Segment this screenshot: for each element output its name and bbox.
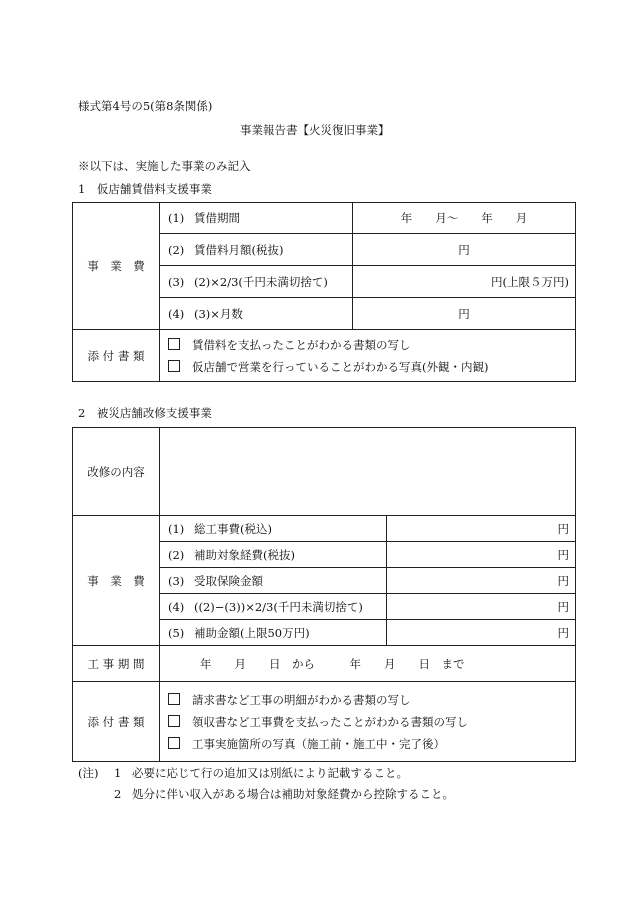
table-row bbox=[73, 682, 576, 762]
section2-table bbox=[72, 427, 576, 762]
row-label: (4) ((2)−(3))×2/3(千円未満切捨て) bbox=[160, 594, 387, 620]
section1-table bbox=[72, 202, 576, 382]
table-row bbox=[73, 330, 576, 382]
table-row bbox=[73, 428, 576, 516]
attachment-item: 賃借料を支払ったことがわかる書類の写し bbox=[192, 337, 411, 352]
insurance-amount-field[interactable]: 円 bbox=[387, 568, 576, 594]
row-label: (2) 賃借料月額(税抜) bbox=[160, 234, 353, 266]
checkbox[interactable] bbox=[168, 715, 180, 727]
rental-period-field[interactable]: 年 月～ 年 月 bbox=[353, 203, 576, 234]
note-item: 1 必要に応じて行の追加又は別紙により記載すること。 bbox=[114, 766, 408, 780]
attachment-item: 工事実施箇所の写真（施工前・施工中・完了後） bbox=[192, 736, 445, 751]
attachment-item: 仮店舗で営業を行っていることがわかる写真(外観・内観) bbox=[192, 359, 489, 374]
construction-period-field[interactable]: 年 月 日 から 年 月 日 まで bbox=[160, 646, 576, 682]
table-row bbox=[73, 646, 576, 682]
attachments-label: 添 付 書 類 bbox=[73, 330, 160, 382]
row-label: (4) (3)×月数 bbox=[160, 298, 353, 330]
table-row bbox=[73, 516, 576, 542]
form-number: 様式第4号の5(第8条関係) bbox=[78, 99, 213, 113]
calculated-amount-field[interactable]: 円 bbox=[387, 594, 576, 620]
checkbox[interactable] bbox=[168, 693, 180, 705]
attachment-item: 領収書など工事費を支払ったことがわかる書類の写し bbox=[192, 714, 468, 729]
checkbox[interactable] bbox=[168, 737, 180, 749]
cost-label: 事 業 費 bbox=[73, 516, 160, 646]
row-label: (1) 総工事費(税込) bbox=[160, 516, 387, 542]
subsidy-amount-field[interactable]: 円 bbox=[387, 620, 576, 646]
checkbox[interactable] bbox=[168, 338, 180, 350]
cost-label: 事 業 費 bbox=[73, 203, 160, 330]
document-title: 事業報告書【火災復旧事業】 bbox=[240, 123, 390, 137]
row-label: (2) 補助対象経費(税抜) bbox=[160, 542, 387, 568]
attachment-item: 請求書など工事の明細がわかる書類の写し bbox=[192, 692, 411, 707]
checkbox[interactable] bbox=[168, 360, 180, 372]
table-row bbox=[73, 203, 576, 234]
renovation-content-label: 改修の内容 bbox=[73, 428, 160, 516]
note-item: 2 処分に伴い収入がある場合は補助対象経費から控除すること。 bbox=[114, 787, 454, 801]
total-construction-field[interactable]: 円 bbox=[387, 516, 576, 542]
subsidy-rate-field[interactable]: 円(上限５万円) bbox=[353, 266, 576, 298]
total-amount-field[interactable]: 円 bbox=[353, 298, 576, 330]
attachments-label: 添 付 書 類 bbox=[73, 682, 160, 762]
attachments-cell bbox=[160, 682, 576, 762]
section2-heading: 2 被災店舗改修支援事業 bbox=[78, 406, 212, 420]
row-label: (1) 賃借期間 bbox=[160, 203, 353, 234]
row-label: (3) 受取保険金額 bbox=[160, 568, 387, 594]
section1-heading: 1 仮店舗賃借料支援事業 bbox=[78, 182, 212, 196]
monthly-rent-field[interactable]: 円 bbox=[353, 234, 576, 266]
eligible-cost-field[interactable]: 円 bbox=[387, 542, 576, 568]
row-label: (3) (2)×2/3(千円未満切捨て) bbox=[160, 266, 353, 298]
renovation-content-field[interactable] bbox=[160, 428, 576, 516]
attachments-cell bbox=[160, 330, 576, 382]
instruction-text: ※以下は、実施した事業のみ記入 bbox=[78, 159, 251, 173]
notes-prefix: (注) bbox=[78, 766, 99, 780]
row-label: (5) 補助金額(上限50万円) bbox=[160, 620, 387, 646]
construction-period-label: 工 事 期 間 bbox=[73, 646, 160, 682]
